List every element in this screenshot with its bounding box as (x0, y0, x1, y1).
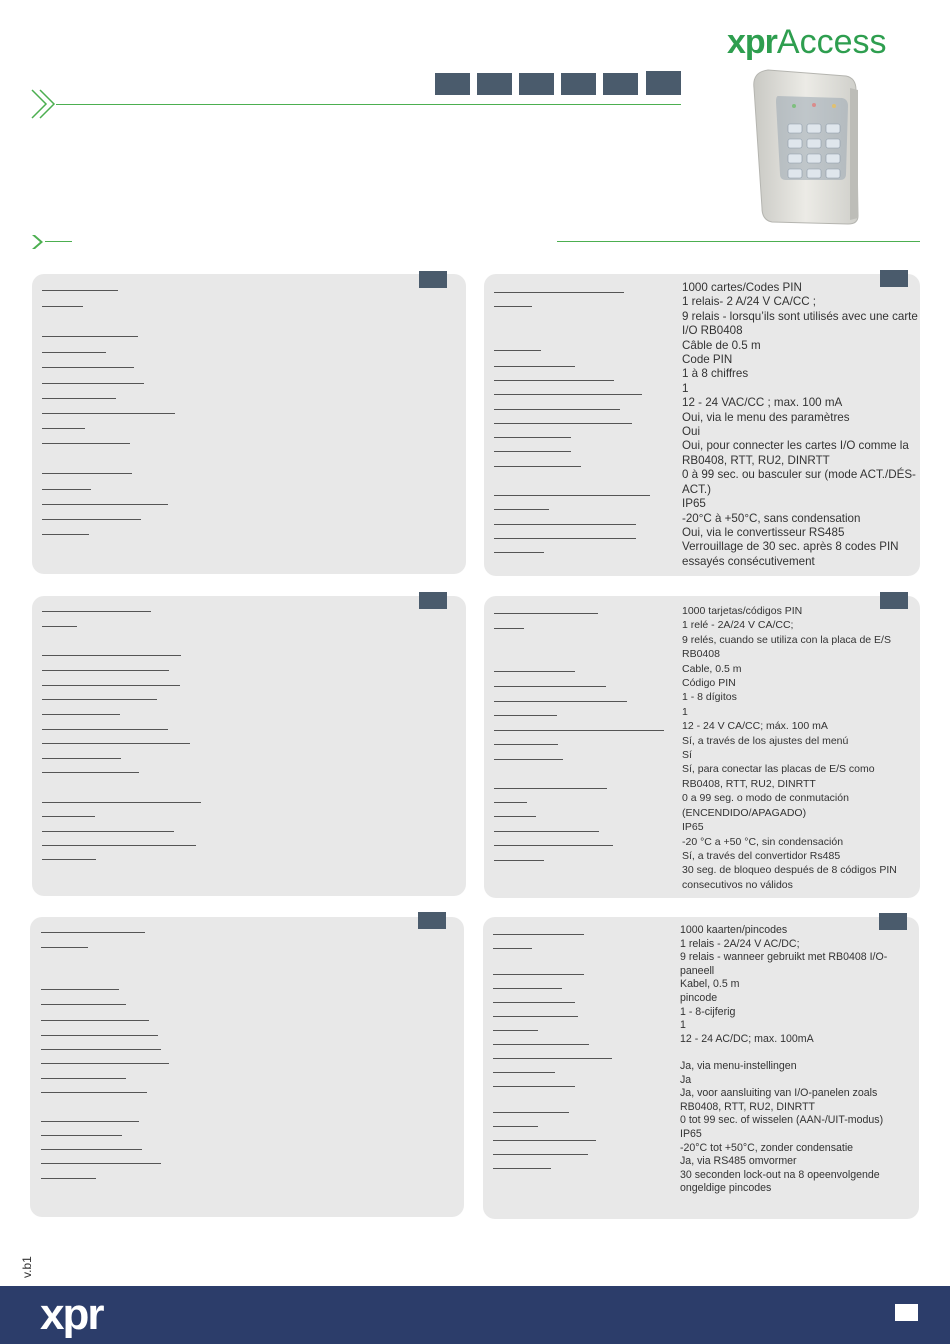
spec-value: Code PIN (682, 353, 733, 367)
section-rule-long (557, 241, 920, 242)
spec-value: 9 relais - lorsqu’ils sont utilisés avec une carte (682, 309, 918, 323)
spec-panel-left-3 (30, 917, 464, 1217)
spec-value: RB0408, RTT, RU2, DINRTT (680, 1100, 816, 1113)
brand-name-light: Access (776, 23, 887, 61)
spec-value: 9 relés, cuando se utiliza con la placa de E/S RB0408 (682, 633, 891, 661)
brand-logo (727, 22, 887, 62)
spec-value: ongeldige pincodes (680, 1182, 772, 1195)
spec-panel-left-2 (32, 596, 466, 896)
spec-value: 1 relais- 2 A/24 V CA/CC ; (682, 295, 817, 309)
spec-value: 1 (682, 381, 689, 395)
section-rule-short (45, 241, 72, 242)
header-divider (56, 104, 681, 105)
spec-value: consecutivos no válidos (682, 878, 793, 891)
spec-value: 12 - 24 VAC/CC ; max. 100 mA (682, 396, 843, 410)
language-tab[interactable] (561, 73, 596, 95)
spec-value: (ENCENDIDO/APAGADO) (682, 806, 807, 819)
spec-value: IP65 (682, 497, 706, 511)
spec-value: 1 relais - 2A/24 V AC/DC; (680, 937, 800, 950)
spec-value: Sí (682, 749, 692, 762)
spec-value: IP65 (680, 1127, 702, 1140)
section-chevron-icon (31, 234, 47, 250)
spec-value: Oui, pour connecter les cartes I/O comme la (682, 439, 909, 453)
spec-panel-es (484, 596, 920, 898)
footer-bar (0, 1286, 950, 1344)
spec-value: 1000 tarjetas/códigos PIN (682, 605, 803, 617)
spec-value: 1 - 8 dígitos (682, 691, 737, 704)
spec-value: 12 - 24 AC/DC; max. 100mA (680, 1032, 814, 1045)
spec-value: Ja, voor aansluiting van I/O-panelen zoals (680, 1087, 878, 1100)
language-tab[interactable] (477, 73, 512, 95)
spec-panel-fr (484, 274, 920, 576)
spec-values-nl (680, 924, 919, 1196)
spec-value: RB0408, RTT, RU2, DINRTT (682, 777, 816, 790)
spec-value: Verrouillage de 30 sec. après 8 codes PIN (682, 540, 899, 554)
spec-value: IP65 (682, 821, 704, 834)
spec-value: 12 - 24 V CA/CC; máx. 100 mA (682, 720, 828, 733)
version-text: v.b1 (20, 1256, 34, 1278)
spec-value: Oui (682, 425, 701, 439)
spec-value: 30 seconden lock-out na 8 opeenvolgende (680, 1168, 880, 1181)
spec-value: Kabel, 0.5 m (680, 978, 740, 991)
spec-value: -20°C à +50°C, sans condensation (682, 511, 861, 525)
brand-name-bold: xpr (727, 23, 777, 61)
spec-value: Cable, 0.5 m (682, 662, 742, 675)
footer-logo: xpr (40, 1290, 103, 1339)
spec-values-es (682, 604, 920, 892)
spec-value: Sí, a través de los ajustes del menú (682, 734, 849, 747)
language-tab[interactable] (603, 73, 638, 95)
spec-value: Ja, via menu-instellingen (680, 1059, 797, 1072)
spec-value: 30 seg. de bloqueo después de 8 códigos PIN (682, 864, 897, 877)
spec-value: 0 à 99 sec. ou basculer sur (mode ACT./DÉS- (682, 468, 916, 482)
panel-badge (419, 271, 447, 288)
spec-value: Oui, via le menu des paramètres (682, 410, 850, 424)
panel-badge (419, 592, 447, 609)
spec-value: Sí, para conectar las placas de E/S como (682, 763, 875, 776)
spec-value: Câble de 0.5 m (682, 338, 761, 352)
language-tab[interactable] (519, 73, 554, 95)
spec-value: 1 à 8 chiffres (682, 367, 749, 381)
language-tabs (435, 73, 681, 95)
spec-panel-left-1 (32, 274, 466, 574)
spec-value: 1 - 8-cijferig (680, 1005, 736, 1018)
spec-value: ACT.) (682, 482, 711, 496)
spec-value: -20°C tot +50°C, zonder condensatie (680, 1141, 854, 1154)
spec-value: 1 (682, 705, 688, 718)
spec-value: -20 °C a +50 °C, sin condensación (682, 835, 844, 848)
spec-value: Ja, via RS485 omvormer (680, 1155, 797, 1168)
spec-value: 1000 kaarten/pincodes (680, 924, 788, 936)
spec-values-fr (682, 281, 918, 569)
spec-value: essayés consécutivement (682, 554, 815, 568)
spec-value: 0 tot 99 sec. of wisselen (AAN-/UIT-modus) (680, 1114, 884, 1127)
keypad-device-image (750, 68, 860, 226)
footer-page-box (895, 1304, 918, 1321)
spec-value: 9 relais - wanneer gebruikt met RB0408 I/O-paneell (680, 951, 888, 977)
spec-value: 1 (680, 1019, 686, 1032)
spec-value: Código PIN (682, 677, 736, 690)
spec-panel-nl (483, 917, 919, 1219)
spec-value: Oui, via le convertisseur RS485 (682, 525, 845, 539)
language-tab[interactable] (646, 71, 681, 95)
spec-value: 1 relé - 2A/24 V CA/CC; (682, 619, 794, 632)
spec-value: pincode (680, 991, 718, 1004)
spec-value: Ja (680, 1073, 692, 1086)
panel-badge (418, 912, 446, 929)
spec-value (680, 1046, 919, 1060)
spec-value: I/O RB0408 (682, 324, 743, 338)
spec-value: 0 a 99 seg. o modo de conmutación (682, 792, 849, 805)
spec-value: 1000 cartes/Codes PIN (682, 281, 802, 294)
spec-value: Sí, a través del convertidor Rs485 (682, 849, 841, 862)
language-tab[interactable] (435, 73, 470, 95)
version-label (14, 1250, 38, 1280)
spec-value: RB0408, RTT, RU2, DINRTT (682, 453, 830, 467)
